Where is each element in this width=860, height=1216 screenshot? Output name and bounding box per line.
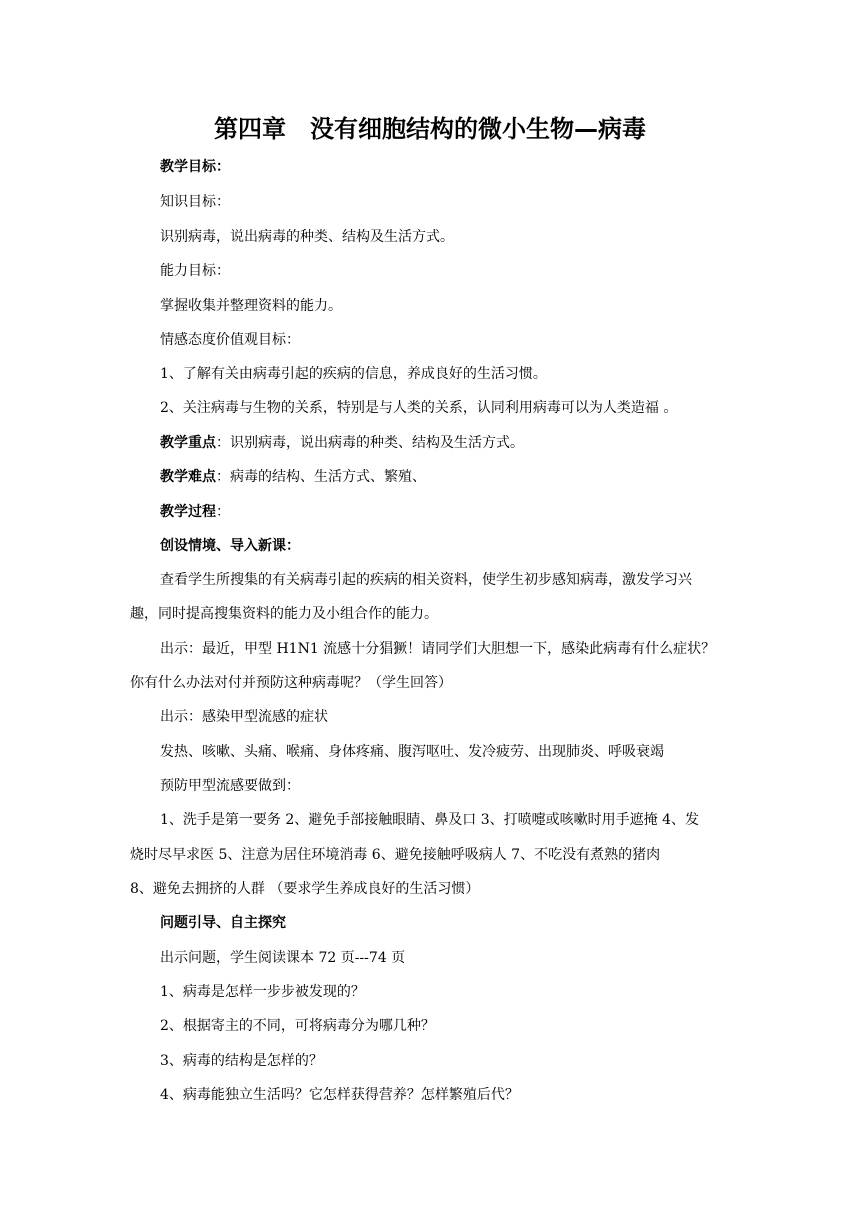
key-point-text: ：识别病毒，说出病毒的种类、结构及生活方式。 <box>216 435 524 451</box>
question-1: 1、病毒是怎样一步步被发现的？ <box>160 984 365 1000</box>
prevention-line-3: 8、避免去拥挤的人群 （要求学生养成良好的生活习惯） <box>130 881 480 897</box>
scenario-heading: 创设情境、导入新课： <box>160 538 300 554</box>
attitude-item-1: 1、了解有关由病毒引起的疾病的信息，养成良好的生活习惯。 <box>160 366 547 382</box>
attitude-heading: 情感态度价值观目标： <box>160 332 300 348</box>
process-heading-line <box>160 502 730 522</box>
page-title: 第四章 没有细胞结构的微小生物—病毒 <box>214 115 646 143</box>
knowledge-heading: 知识目标： <box>160 194 230 210</box>
paragraph-1-line-1: 查看学生所搜集的有关病毒引起的疾病的相关资料，使学生初步感知病毒，激发学习兴 <box>160 572 692 588</box>
ability-text: 掌握收集并整理资料的能力。 <box>160 298 342 314</box>
prevention-heading: 预防甲型流感要做到： <box>160 778 300 794</box>
prevention-line-1: 1、洗手是第一要务 2、避免手部接触眼睛、鼻及口 3、打喷嚏或咳嗽时用手遮掩 4、发 <box>160 812 699 828</box>
question-3: 3、病毒的结构是怎样的？ <box>160 1053 323 1069</box>
paragraph-2-line-2: 你有什么办法对付并预防这种病毒呢？（学生回答） <box>130 675 452 691</box>
reading-task: 出示问题，学生阅读课本 72 页---74 页 <box>160 950 406 966</box>
difficulty-paragraph <box>160 467 730 487</box>
attitude-item-2: 2、关注病毒与生物的关系，特别是与人类的关系，认同利用病毒可以为人类造福 。 <box>160 400 678 416</box>
prevention-line-2: 烧时尽早求医 5、注意为居住环境消毒 6、避免接触呼吸病人 7、不吃没有煮熟的猪肉 <box>130 847 661 863</box>
knowledge-text: 识别病毒，说出病毒的种类、结构及生活方式。 <box>160 229 454 245</box>
question-4: 4、病毒能独立生活吗？它怎样获得营养？怎样繁殖后代？ <box>160 1087 519 1103</box>
inquiry-heading: 问题引导、自主探究 <box>160 915 286 931</box>
paragraph-2-line-1: 出示：最近，甲型 H1N1 流感十分猖獗！请同学们大胆想一下，感染此病毒有什么症状？ <box>160 641 716 657</box>
symptoms-list: 发热、咳嗽、头痛、喉痛、身体疼痛、腹泻呕吐、发冷疲劳、出现肺炎、呼吸衰竭 <box>160 744 664 760</box>
difficulty-text: ：病毒的结构、生活方式、繁殖、 <box>216 469 426 485</box>
question-2: 2、根据寄主的不同，可将病毒分为哪几种？ <box>160 1018 435 1034</box>
key-point-label: 教学重点 <box>160 435 216 451</box>
objectives-heading: 教学目标： <box>160 159 230 175</box>
process-heading: 教学过程 <box>160 504 216 520</box>
key-point-paragraph <box>160 433 730 453</box>
ability-heading: 能力目标： <box>160 263 230 279</box>
process-colon: ： <box>216 504 230 520</box>
symptoms-heading: 出示：感染甲型流感的症状 <box>160 709 328 725</box>
difficulty-label: 教学难点 <box>160 469 216 485</box>
paragraph-1-line-2: 趣，同时提高搜集资料的能力及小组合作的能力。 <box>130 606 438 622</box>
